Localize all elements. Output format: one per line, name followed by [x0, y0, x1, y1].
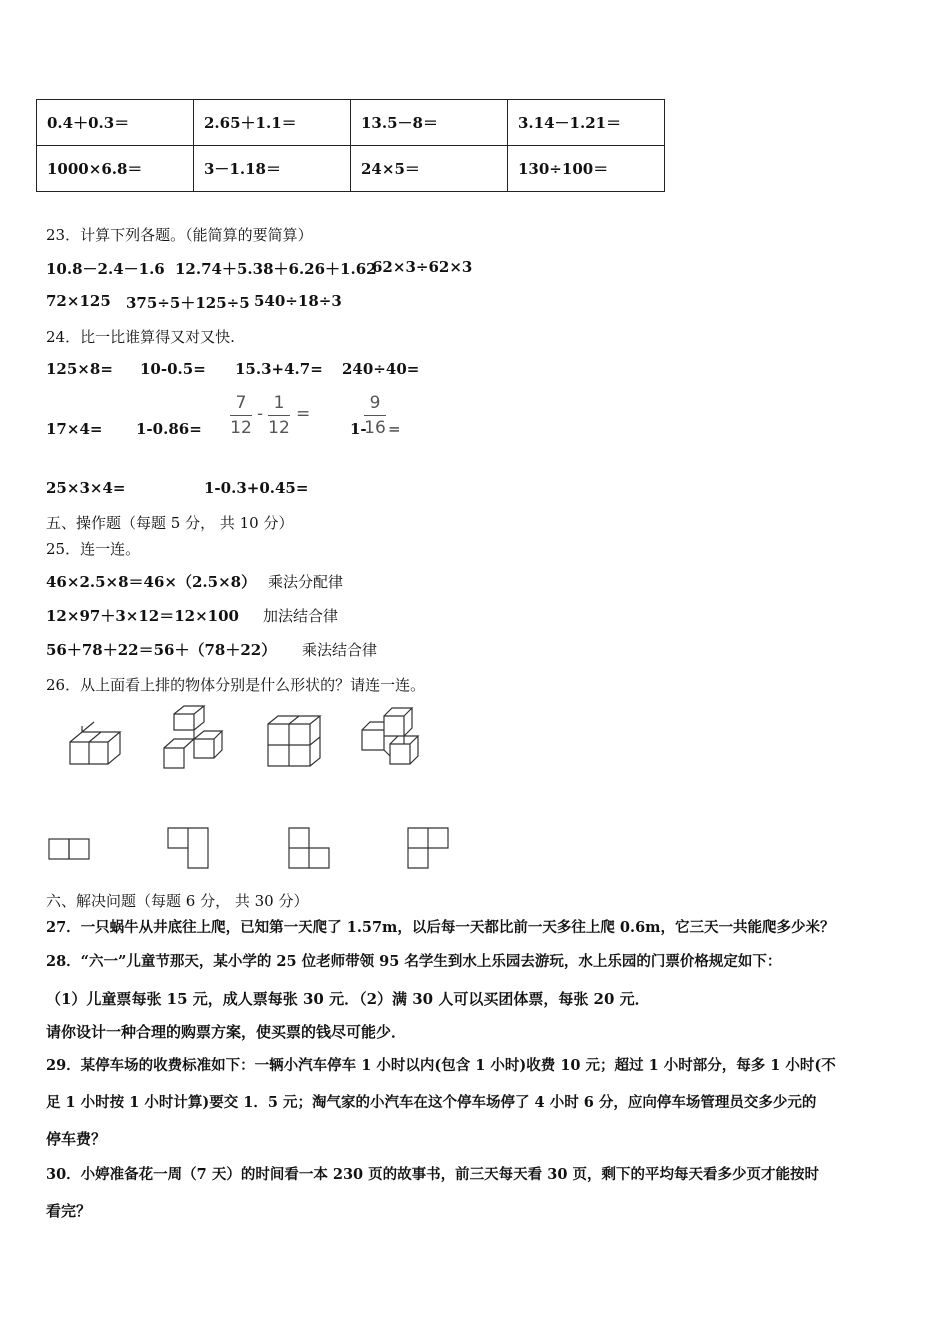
table-cell: 13.5－8＝: [351, 100, 508, 146]
table-cell: 0.4＋0.3＝: [37, 100, 194, 146]
q23-expr: 10.8－2.4－1.6: [46, 260, 165, 278]
fraction-bar: [230, 415, 252, 416]
q25-title: 25．连一连。: [46, 540, 141, 558]
denominator: 16: [364, 418, 386, 438]
top-view-shape-4: [407, 827, 451, 871]
q23-expr: 540÷18÷3: [254, 292, 342, 310]
q23-expr: 62×3÷62×3: [372, 258, 473, 276]
q24-expr: 1-0.3+0.45=: [204, 479, 309, 497]
table-cell: 1000×6.8＝: [37, 146, 194, 192]
q24-title: 24．比一比谁算得又对又快.: [46, 328, 235, 346]
cube-figure-4: [360, 704, 424, 768]
q23-expr: 375÷5＋125÷5: [126, 294, 250, 312]
top-view-shape-2: [167, 827, 211, 871]
numerator: 7: [235, 393, 247, 413]
q25-law: 乘法结合律: [302, 641, 378, 659]
fraction: [230, 394, 252, 437]
q23-expr: 12.74＋5.38＋6.26＋1.62: [175, 260, 377, 278]
q24-expr: 10-0.5=: [140, 360, 206, 378]
q29-text: 停车费？: [46, 1130, 107, 1148]
minus-sign: -: [257, 404, 264, 424]
section-heading: 五、操作题（每题 5 分， 共 10 分）: [46, 514, 294, 532]
fraction: [364, 394, 386, 437]
q25-law: 乘法分配律: [268, 573, 344, 591]
denominator: 12: [268, 418, 290, 438]
q30-text: 看完？: [46, 1202, 92, 1220]
calc-table: [36, 99, 665, 192]
q24-expr: 1-: [350, 420, 367, 438]
q23-expr: 72×125: [46, 292, 111, 310]
fraction-bar: [268, 415, 290, 416]
denominator: 12: [230, 418, 252, 438]
cube-figure-2: [162, 712, 224, 770]
table-cell: 24×5＝: [351, 146, 508, 192]
q24-expr: 125×8=: [46, 360, 113, 378]
q24-expr: 17×4=: [46, 420, 103, 438]
fraction: [268, 394, 290, 437]
equals-sign: =: [296, 404, 311, 424]
q23-title: 23．计算下列各题。（能简算的要简算）: [46, 226, 313, 244]
table-cell: 2.65＋1.1＝: [194, 100, 351, 146]
fraction-bar: [364, 415, 386, 416]
numerator: 9: [369, 393, 381, 413]
table-cell: 3.14－1.21＝: [508, 100, 665, 146]
q28-text: 请你设计一种合理的购票方案，使买票的钱尽可能少．: [46, 1023, 407, 1041]
q24-expr: 15.3+4.7=: [235, 360, 323, 378]
q24-expr: 1-0.86=: [136, 420, 202, 438]
q25-expr: 46×2.5×8＝46×（2.5×8）: [46, 573, 257, 591]
table-cell: 3－1.18＝: [194, 146, 351, 192]
q25-law: 加法结合律: [263, 607, 339, 625]
cube-figure-3: [266, 714, 322, 768]
q30-text: 30．小婷准备花一周（7 天）的时间看一本 230 页的故事书，前三天每天看 30 页，剩下的平均每天看多少页才能按时: [46, 1166, 819, 1183]
top-view-shape-1: [48, 838, 92, 862]
top-view-shape-3: [288, 827, 332, 871]
cube-figure-1: [68, 722, 124, 768]
q28-text: 28．“六一”儿童节那天，某小学的 25 位老师带领 95 名学生到水上乐园去游玩，水上乐园的门票价格规定如下：: [46, 953, 782, 970]
q29-text: 足 1 小时按 1 小时计算)要交 1．5 元；淘气家的小汽车在这个停车场停了 4 小时 6 分，应向停车场管理员交多少元的: [46, 1094, 817, 1111]
q24-expr: 25×3×4=: [46, 479, 126, 497]
table-row: [37, 100, 665, 146]
table-row: [37, 146, 665, 192]
numerator: 1: [273, 393, 285, 413]
q24-expr: 240÷40=: [342, 360, 420, 378]
q26-title: 26．从上面看上排的物体分别是什么形状的？请连一连。: [46, 676, 426, 694]
q27-text: 27．一只蜗牛从井底往上爬，已知第一天爬了 1.57m，以后每一天都比前一天多往上爬 0.6m，它三天一共能爬多少米？: [46, 919, 835, 936]
section-heading: 六、解决问题（每题 6 分， 共 30 分）: [46, 892, 309, 910]
q29-text: 29．某停车场的收费标准如下：一辆小汽车停车 1 小时以内(包含 1 小时)收费 10 元；超过 1 小时部分，每多 1 小时(不: [46, 1057, 836, 1074]
q28-text: （1）儿童票每张 15 元，成人票每张 30 元．（2）满 30 人可以买团体票，每张 20 元．: [46, 990, 650, 1008]
q25-expr: 56＋78＋22＝56＋（78＋22）: [46, 641, 277, 659]
table-cell: 130÷100＝: [508, 146, 665, 192]
equals-sign: =: [388, 420, 401, 438]
q25-expr: 12×97＋3×12＝12×100: [46, 607, 239, 625]
